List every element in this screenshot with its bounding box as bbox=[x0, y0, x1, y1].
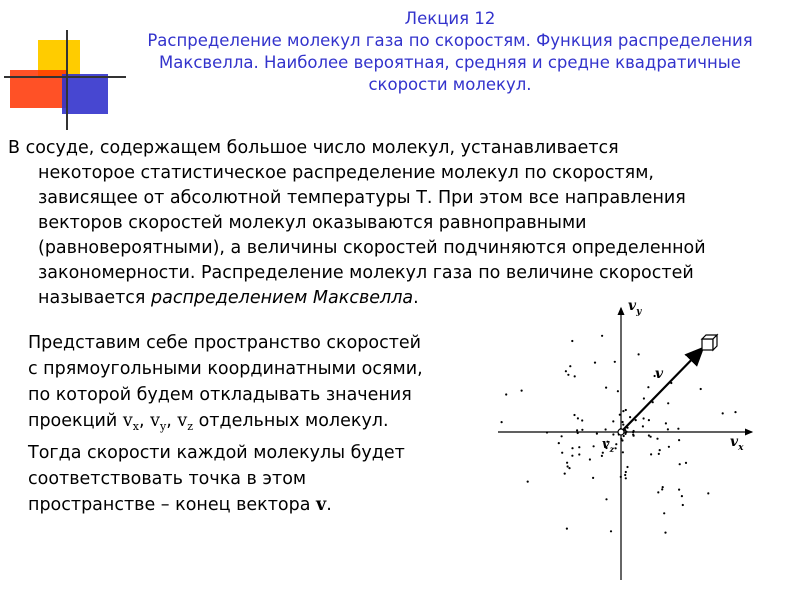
deco-vertical-line bbox=[66, 30, 68, 130]
molecule-point bbox=[624, 433, 626, 435]
molecule-point bbox=[567, 374, 569, 376]
vx-symbol: $v_x$ bbox=[122, 411, 139, 433]
velocity-space-paragraph bbox=[28, 330, 478, 518]
vy-axis-label: $v_y$ bbox=[628, 298, 642, 317]
molecule-point bbox=[505, 393, 507, 395]
molecule-point bbox=[578, 446, 580, 448]
text-run: . bbox=[413, 288, 419, 308]
molecule-point bbox=[661, 488, 663, 490]
molecule-point bbox=[617, 390, 619, 392]
molecule-point bbox=[561, 435, 563, 437]
molecule-point bbox=[677, 428, 679, 430]
molecule-point bbox=[635, 419, 637, 421]
paragraph-line: закономерности. Распределение молекул газа по величине скоростей bbox=[38, 263, 694, 283]
molecule-point bbox=[622, 421, 624, 423]
molecule-point bbox=[601, 455, 603, 457]
deco-horizontal-line bbox=[4, 76, 126, 78]
molecule-point bbox=[668, 446, 670, 448]
vz-axis-label: $v_z$ bbox=[602, 437, 615, 454]
vector-label: v bbox=[655, 366, 664, 382]
molecule-point bbox=[612, 433, 614, 435]
molecule-point bbox=[625, 471, 627, 473]
molecule-point bbox=[577, 417, 579, 419]
molecule-point bbox=[621, 439, 623, 441]
molecule-point bbox=[605, 498, 607, 500]
paragraph-line bbox=[28, 492, 478, 518]
molecule-point bbox=[622, 451, 624, 453]
molecule-point bbox=[693, 351, 695, 353]
paragraph-line: (равновероятными), а величины скоростей подчиняются определенной bbox=[38, 238, 706, 258]
vx-axis-label: $v_x$ bbox=[730, 434, 744, 453]
molecule-point bbox=[625, 409, 627, 411]
molecule-point bbox=[657, 491, 659, 493]
molecule-point bbox=[678, 489, 680, 491]
molecule-point bbox=[612, 420, 614, 422]
paragraph-line: Тогда скорости каждой молекулы будет bbox=[28, 443, 405, 463]
molecule-point bbox=[601, 335, 603, 337]
title-line: Распределение молекул газа по скоростям. Функция распределения bbox=[147, 31, 753, 50]
molecule-point bbox=[664, 532, 666, 534]
molecule-point bbox=[665, 422, 667, 424]
molecule-point bbox=[682, 504, 684, 506]
molecule-point bbox=[578, 453, 580, 455]
molecule-point bbox=[700, 388, 702, 390]
molecule-point bbox=[527, 481, 529, 483]
molecule-point bbox=[648, 419, 650, 421]
molecule-point bbox=[593, 445, 595, 447]
molecule-point bbox=[678, 439, 680, 441]
vector-v-symbol: v bbox=[316, 495, 327, 515]
text-run: пространстве – конец вектора bbox=[28, 495, 317, 515]
text-run: отдельных молекул. bbox=[193, 411, 389, 431]
molecule-point bbox=[596, 433, 598, 435]
molecule-point bbox=[594, 362, 596, 364]
molecule-point bbox=[614, 361, 616, 363]
text-run: называется bbox=[38, 288, 151, 308]
molecule-point bbox=[632, 434, 634, 436]
molecule-point bbox=[625, 477, 627, 479]
molecule-point bbox=[565, 370, 567, 372]
molecule-point bbox=[569, 365, 571, 367]
molecule-point bbox=[571, 340, 573, 342]
molecule-point bbox=[615, 443, 617, 445]
deco-blue-square bbox=[62, 74, 108, 114]
molecule-point bbox=[734, 411, 736, 413]
molecule-point bbox=[615, 447, 617, 449]
molecule-point bbox=[642, 425, 644, 427]
molecule-point bbox=[681, 495, 683, 497]
vz-symbol: $v_z$ bbox=[177, 411, 194, 433]
molecule-point bbox=[567, 465, 569, 467]
molecule-point bbox=[662, 486, 664, 488]
molecule-point bbox=[589, 458, 591, 460]
paragraph-line: некоторое статистическое распределение молекул по скоростям, bbox=[38, 163, 654, 183]
molecule-point bbox=[663, 512, 665, 514]
molecule-point bbox=[624, 474, 626, 476]
molecule-point bbox=[647, 386, 649, 388]
molecule-point bbox=[650, 453, 652, 455]
molecule-point bbox=[571, 455, 573, 457]
paragraph-line: с прямоугольными координатными осями, bbox=[28, 359, 423, 379]
paragraph-line: Представим себе пространство скоростей bbox=[28, 333, 422, 353]
paragraph-line: соответствовать точка в этом bbox=[28, 469, 307, 489]
title-line: скорости молекул. bbox=[368, 75, 532, 94]
molecule-point bbox=[576, 429, 578, 431]
molecule-point bbox=[659, 449, 661, 451]
molecule-point bbox=[574, 375, 576, 377]
molecule-point bbox=[622, 410, 624, 412]
molecule-point bbox=[656, 438, 658, 440]
molecule-point bbox=[638, 353, 640, 355]
molecule-point bbox=[573, 414, 575, 416]
vy-symbol: $v_y$ bbox=[150, 411, 167, 433]
molecule-point bbox=[501, 421, 503, 423]
title-line: Максвелла. Наиболее вероятная, средняя и средне квадратичные bbox=[159, 53, 741, 72]
paragraph-line: проекций $v_x$, $v_y$, $v_z$ отдельных молекул. bbox=[28, 411, 389, 433]
slide-title bbox=[120, 8, 780, 96]
molecule-point bbox=[667, 428, 669, 430]
molecule-point bbox=[592, 477, 594, 479]
molecule-point bbox=[610, 530, 612, 532]
molecule-point bbox=[643, 417, 645, 419]
velocity-space-diagram bbox=[490, 290, 790, 590]
text-run: проекций bbox=[28, 411, 123, 431]
molecule-point bbox=[650, 436, 652, 438]
molecule-point bbox=[629, 416, 631, 418]
lecture-number: Лекция 12 bbox=[404, 9, 496, 28]
molecule-point bbox=[566, 528, 568, 530]
velocity-vector-arrow bbox=[621, 348, 703, 432]
molecule-point bbox=[605, 387, 607, 389]
molecule-point bbox=[707, 492, 709, 494]
intro-paragraph bbox=[8, 136, 788, 311]
paragraph-line: векторов скоростей молекул оказываются равноправными bbox=[38, 213, 587, 233]
molecule-point bbox=[643, 397, 645, 399]
molecule-point bbox=[667, 402, 669, 404]
molecule-point bbox=[685, 462, 687, 464]
origin-point bbox=[618, 429, 624, 435]
molecule-point bbox=[623, 435, 625, 437]
maxwell-distribution-term: распределением Максвелла bbox=[151, 288, 414, 308]
molecule-point bbox=[558, 442, 560, 444]
molecule-point bbox=[722, 412, 724, 414]
text-run: . bbox=[326, 495, 332, 515]
molecule-point bbox=[561, 452, 563, 454]
molecule-point bbox=[564, 473, 566, 475]
molecule-point bbox=[521, 390, 523, 392]
molecule-point bbox=[571, 447, 573, 449]
molecule-point bbox=[581, 419, 583, 421]
molecule-point bbox=[568, 467, 570, 469]
molecule-point bbox=[626, 466, 628, 468]
molecule-point bbox=[658, 453, 660, 455]
molecule-point bbox=[566, 462, 568, 464]
paragraph-line: по которой будем откладывать значения bbox=[28, 385, 412, 405]
molecule-point bbox=[605, 428, 607, 430]
cube-icon bbox=[702, 335, 717, 350]
paragraph-line: зависящее от абсолютной температуры Т. При этом все направления bbox=[38, 188, 686, 208]
molecule-point bbox=[679, 463, 681, 465]
molecule-point bbox=[581, 429, 583, 431]
paragraph-line: В сосуде, содержащем большое число молекул, устанавливается bbox=[8, 138, 619, 158]
molecule-point bbox=[622, 424, 624, 426]
